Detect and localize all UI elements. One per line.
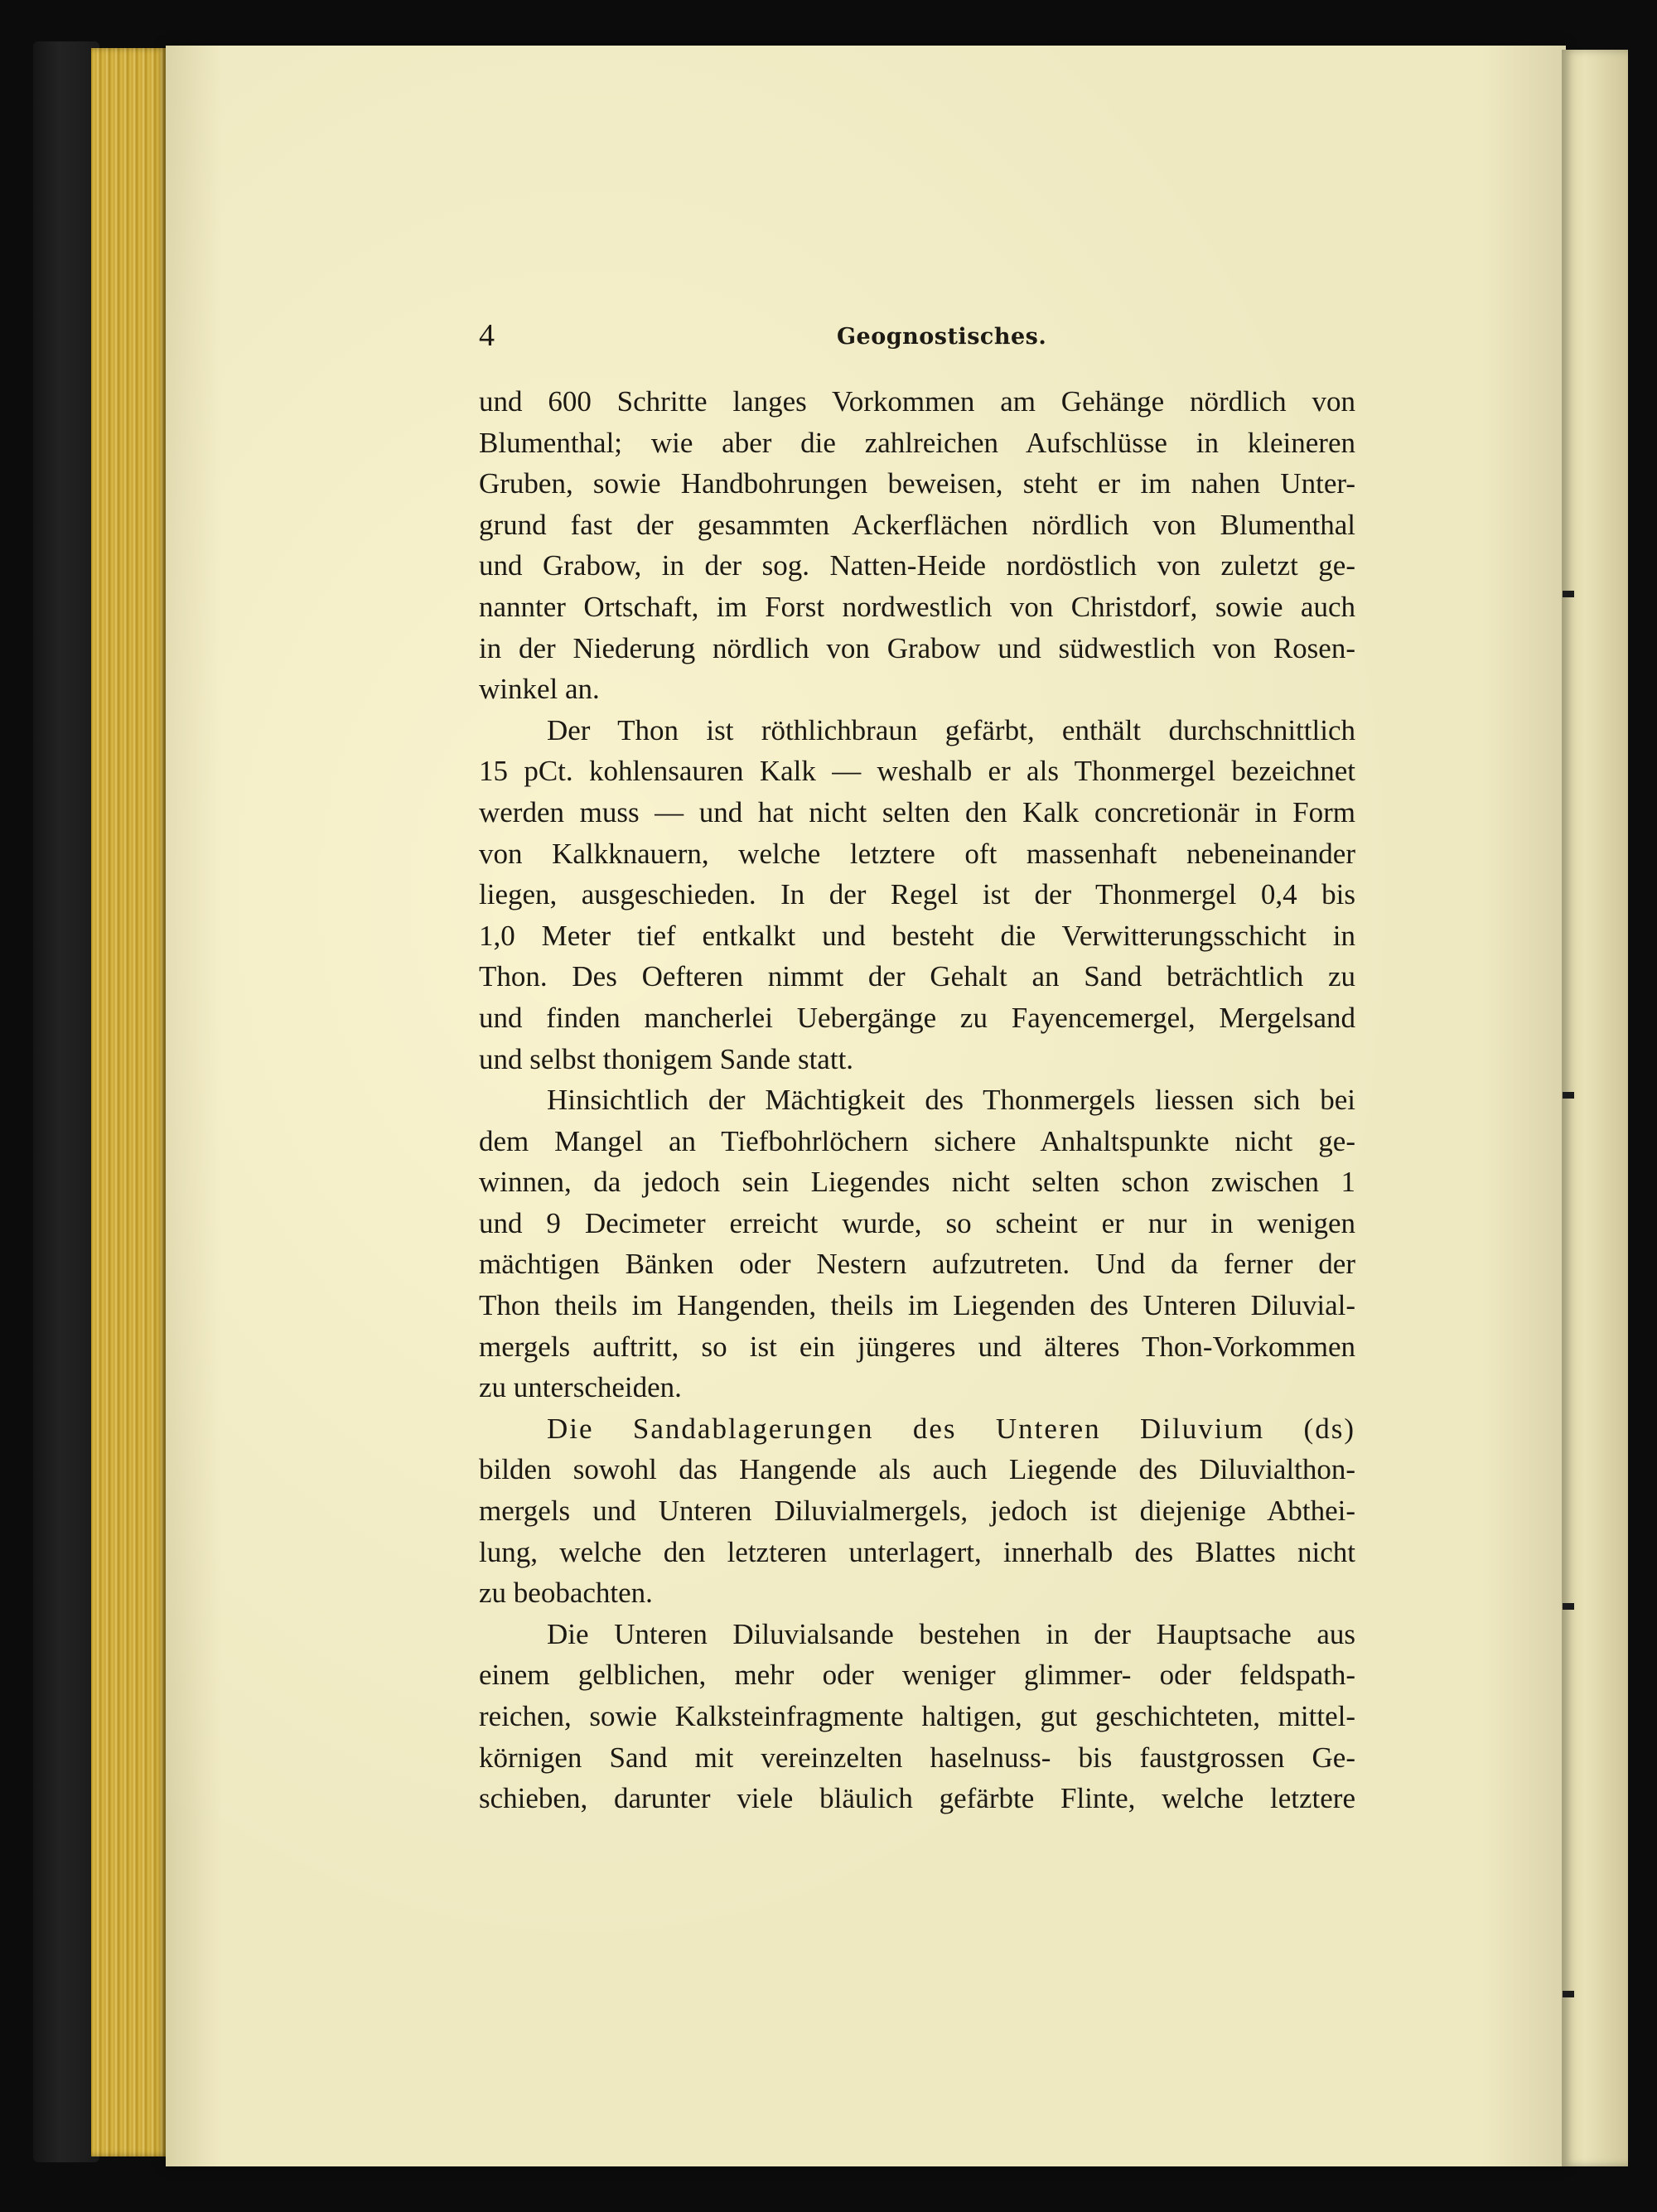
text-line: liegen, ausgeschieden. In der Regel ist der Thonmergel 0,4 bis <box>479 878 1355 911</box>
section-title: Geognostisches. <box>837 324 1047 350</box>
paragraph <box>479 1408 1355 1614</box>
page-marker <box>1563 591 1574 597</box>
text-line: lung, welche den letzteren unterlagert, innerhalb des Blattes nicht <box>479 1535 1355 1568</box>
text-line: Thon theils im Hangenden, theils im Liegenden des Unteren Diluvial- <box>479 1289 1355 1322</box>
paragraph <box>479 710 1355 1079</box>
running-head <box>479 317 1355 359</box>
text-line: mächtigen Bänken oder Nestern aufzutreten. Und da ferner der <box>479 1248 1355 1281</box>
text-line: 15 pCt. kohlensauren Kalk — weshalb er als Thonmergel bezeichnet <box>479 755 1355 788</box>
text-line: und finden mancherlei Uebergänge zu Fayencemergel, Mergelsand <box>479 1001 1355 1034</box>
page-number: 4 <box>479 318 495 353</box>
text-line: Thon. Des Oefteren nimmt der Gehalt an Sand beträchtlich zu <box>479 960 1355 993</box>
page-marker <box>1563 1603 1574 1610</box>
text-line: bilden sowohl das Hangende als auch Liegende des Diluvialthon- <box>479 1453 1355 1486</box>
text-line: Die Unteren Diluvialsande bestehen in der Hauptsache aus <box>547 1617 1355 1650</box>
book-cover-edge <box>33 41 99 2162</box>
text-line: Gruben, sowie Handbohrungen beweisen, steht er im nahen Unter- <box>479 467 1355 500</box>
paragraph <box>479 1079 1355 1408</box>
text-line: Die Sandablagerungen des Unteren Diluvium (ds) <box>547 1412 1355 1445</box>
text-line: einem gelblichen, mehr oder weniger glimmer- oder feldspath- <box>479 1659 1355 1692</box>
text-line: Blumenthal; wie aber die zahlreichen Aufschlüsse in kleineren <box>479 426 1355 459</box>
paragraph <box>479 381 1355 710</box>
text-line: und 9 Decimeter erreicht wurde, so scheint er nur in wenigen <box>479 1206 1355 1239</box>
text-line: reichen, sowie Kalksteinfragmente haltigen, gut geschichteten, mittel- <box>479 1700 1355 1732</box>
text-line: 1,0 Meter tief entkalkt und besteht die Verwitterungsschicht in <box>479 919 1355 952</box>
paragraph <box>479 1614 1355 1819</box>
text-line: grund fast der gesammten Ackerflächen nördlich von Blumenthal <box>479 508 1355 541</box>
text-line: von Kalkknauern, welche letztere oft massenhaft nebeneinander <box>479 837 1355 870</box>
text-line: mergels und Unteren Diluvialmergels, jedoch ist diejenige Abthei- <box>479 1495 1355 1528</box>
text-line: und selbst thonigem Sande statt. <box>479 1042 854 1075</box>
text-line: winkel an. <box>479 673 600 706</box>
body-text <box>479 381 1355 1819</box>
text-line: in der Niederung nördlich von Grabow und südwestlich von Rosen- <box>479 631 1355 664</box>
page-marker <box>1563 1991 1574 1997</box>
text-line: zu unterscheiden. <box>479 1371 682 1404</box>
text-line: körnigen Sand mit vereinzelten haselnuss- bis faustgrossen Ge- <box>479 1741 1355 1774</box>
text-line: werden muss — und hat nicht selten den Kalk concretionär in Form <box>479 795 1355 828</box>
text-line: mergels auftritt, so ist ein jüngeres und älteres Thon-Vorkommen <box>479 1330 1355 1363</box>
text-line: und Grabow, in der sog. Natten-Heide nordöstlich von zuletzt ge- <box>479 549 1355 582</box>
text-line: schieben, darunter viele bläulich gefärbte Flinte, welche letztere <box>479 1782 1355 1815</box>
page-marker <box>1563 1092 1574 1099</box>
text-line: Der Thon ist röthlichbraun gefärbt, enthält durchschnittlich <box>547 713 1355 746</box>
text-line: nannter Ortschaft, im Forst nordwestlich von Christdorf, sowie auch <box>479 590 1355 623</box>
text-line: und 600 Schritte langes Vorkommen am Gehänge nördlich von <box>479 385 1355 418</box>
text-line: winnen, da jedoch sein Liegendes nicht selten schon zwischen 1 <box>479 1166 1355 1199</box>
text-line: Hinsichtlich der Mächtigkeit des Thonmergels liessen sich bei <box>547 1084 1355 1117</box>
next-page-edge <box>1562 50 1628 2166</box>
gilt-page-edges <box>91 48 170 2156</box>
text-line: zu beobachten. <box>479 1577 653 1610</box>
text-line: dem Mangel an Tiefbohrlöchern sichere Anhaltspunkte nicht ge- <box>479 1124 1355 1157</box>
